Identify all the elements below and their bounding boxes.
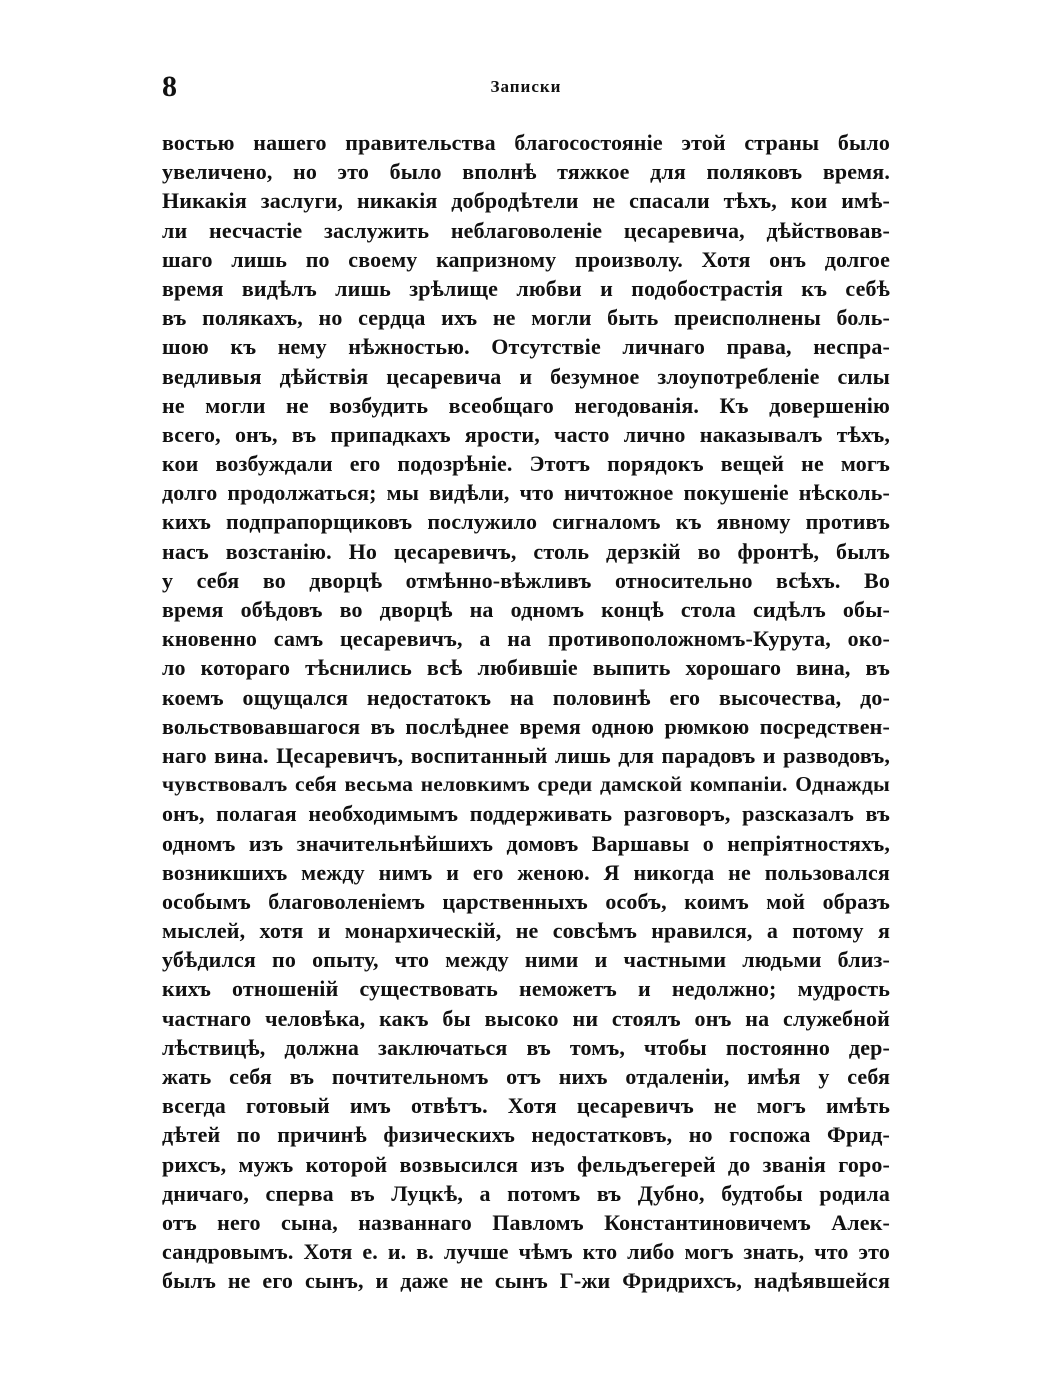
text-line: вольствовавшагося въ послѣднее время одною рюмкою посредствен- <box>162 713 890 739</box>
text-line: жать себя въ почтительномъ отъ нихъ отдаленіи, имѣя у себя <box>162 1064 890 1089</box>
text-line: сандровымъ. Хотя е. и. в. лучше чѣмъ кто либо могъ знать, что это <box>162 1239 890 1265</box>
text-line: не могли не возбудить всеобщаго негодованія. Къ довершенію <box>162 392 890 418</box>
text-line: у себя во дворцѣ отмѣнно-вѣжливъ относительно всѣхъ. Во <box>162 567 890 593</box>
text-line: убѣдился по опыту, что между ними и частными людьми близ- <box>162 947 890 973</box>
text-line: частнаго человѣка, какъ бы высоко ни стоялъ онъ на служебной <box>162 1005 890 1031</box>
text-line: рихсъ, мужъ которой возвысился изъ фельдъегерей до званія горо- <box>162 1151 890 1177</box>
text-line: долго продолжаться; мы видѣли, что ничтожное покушеніе нѣсколь- <box>162 480 890 506</box>
text-line: время обѣдовъ во дворцѣ на одномъ концѣ стола сидѣлъ обы- <box>162 597 890 622</box>
text-line: одномъ изъ значительнѣйшихъ домовъ Варшавы о непріятностяхъ, <box>162 830 890 856</box>
text-line: особымъ благоволеніемъ царственныхъ особъ, коимъ мой образъ <box>162 888 890 914</box>
text-line: ведливыя дѣйствія цесаревича и безумное злоупотребленіе силы <box>162 363 890 389</box>
text-line: дѣтей по причинѣ физическихъ недостатковъ, но госпожа Фрид- <box>162 1122 890 1148</box>
page-number: 8 <box>162 70 177 103</box>
text-line: шою къ нему нѣжностью. Отсутствіе личнаго права, неспра- <box>162 334 890 360</box>
text-line: ло котораго тѣснились всѣ любившіе выпить хорошаго вина, въ <box>162 655 890 681</box>
text-line: кновенно самъ цесаревичъ, а на противоположномъ-Курута, око- <box>162 626 890 652</box>
text-line: насъ возстанію. Но цесаревичъ, столь дерзкій во фронтѣ, былъ <box>162 538 890 564</box>
text-line: отъ него сына, названнаго Павломъ Константиновичемъ Алек- <box>162 1209 890 1235</box>
text-line: всегда готовый имъ отвѣтъ. Хотя цесаревичъ не могъ имѣть <box>162 1093 890 1119</box>
text-line: кихъ подпрапорщиковъ послужило сигналомъ къ явному противъ <box>162 509 890 535</box>
text-line: въ полякахъ, но сердца ихъ не могли быть преисполнены боль- <box>162 305 890 331</box>
text-line: востью нашего правительства благосостояніе этой страны было <box>162 130 890 155</box>
text-line: чувствовалъ себя весьма неловкимъ среди дамской компаніи. Однажды <box>162 772 890 797</box>
text-line: возникшихъ между нимъ и его женою. Я никогда не пользовался <box>162 859 890 885</box>
text-line: ли несчастіе заслужить неблаговоленіе цесаревича, дѣйствовав- <box>162 217 890 243</box>
text-line: былъ не его сынъ, и даже не сынъ Г-жи Фридрихсъ, надѣявшейся <box>162 1268 890 1294</box>
text-line: коемъ ощущался недостатокъ на половинѣ его высочества, до- <box>162 684 890 710</box>
text-line: шаго лишь по своему капризному произволу. Хотя онъ долгое <box>162 246 890 272</box>
text-line: увеличено, но это было вполнѣ тяжкое для поляковъ время. <box>162 159 890 185</box>
text-line: онъ, полагая необходимымъ поддерживать разговоръ, разсказалъ въ <box>162 801 890 827</box>
text-line: кои возбуждали его подозрѣніе. Этотъ порядокъ вещей не могъ <box>162 451 890 477</box>
text-line: наго вина. Цесаревичъ, воспитанный лишь для парадовъ и разводовъ, <box>162 742 890 768</box>
text-line: всего, онъ, въ припадкахъ ярости, часто лично наказывалъ тѣхъ, <box>162 421 890 447</box>
text-line: мыслей, хотя и монархическій, не совсѣмъ нравился, а потому я <box>162 918 890 944</box>
running-title: Записки <box>490 77 562 96</box>
text-line: кихъ отношеній существовать неможетъ и недолжно; мудрость <box>162 976 890 1002</box>
page-header <box>162 70 890 104</box>
text-line: лѣствицѣ, должна заключаться въ томъ, чтобы постоянно дер- <box>162 1034 890 1060</box>
text-line: Никакія заслуги, никакія добродѣтели не спасали тѣхъ, кои имѣ- <box>162 188 890 214</box>
text-line: время видѣлъ лишь зрѣлище любви и подобострастія къ себѣ <box>162 275 890 301</box>
body-text <box>162 128 890 1296</box>
text-line: дничаго, сперва въ Луцкѣ, а потомъ въ Дубно, будтобы родила <box>162 1180 890 1206</box>
